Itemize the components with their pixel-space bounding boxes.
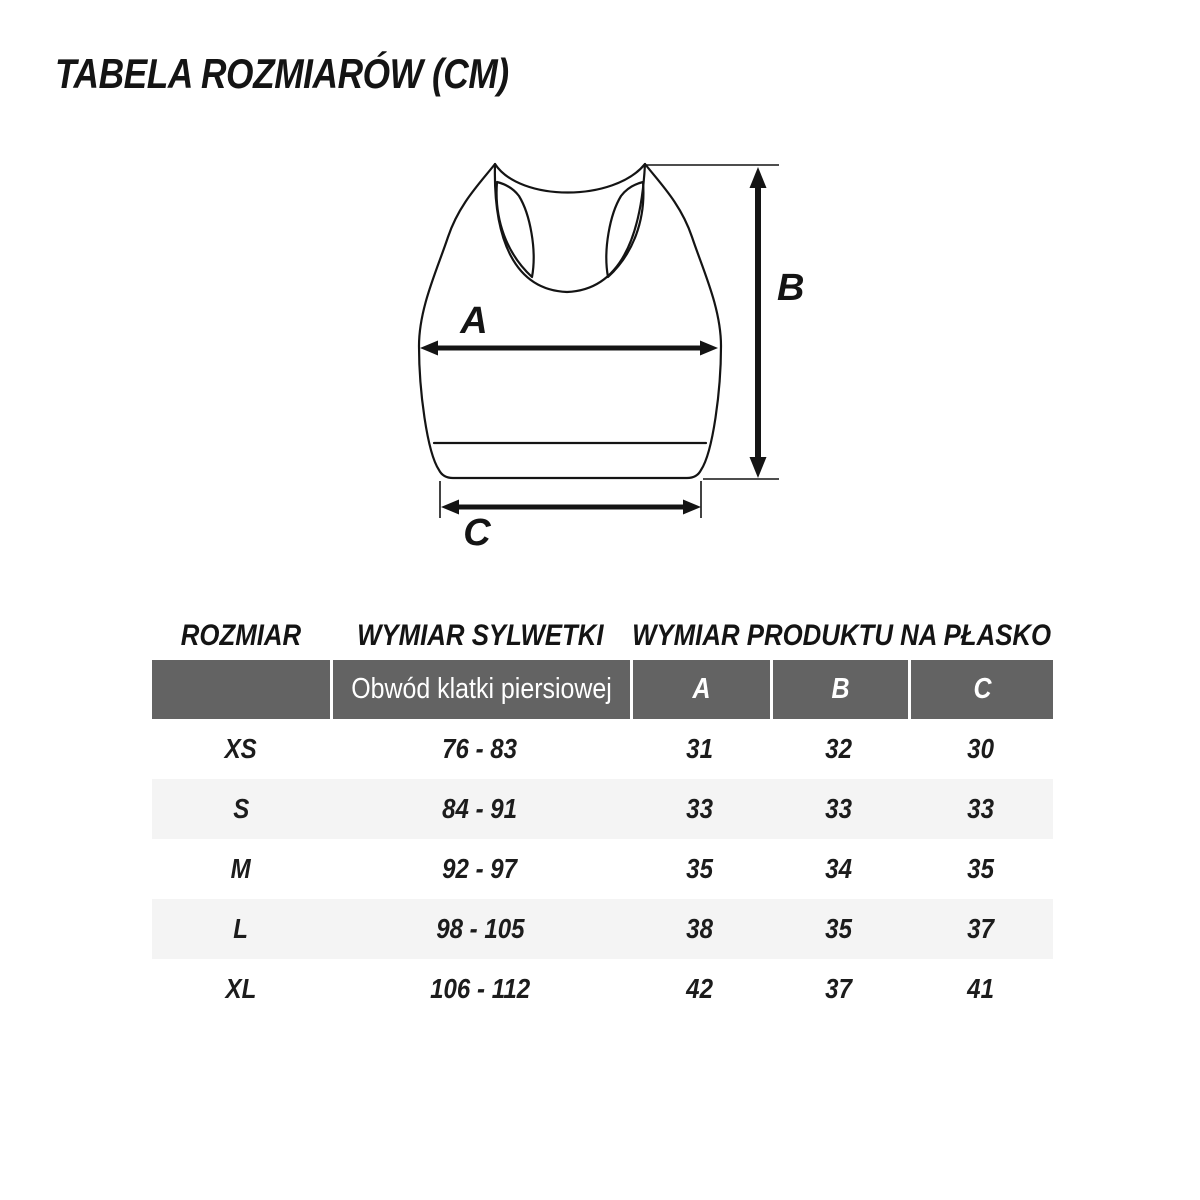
table-row	[152, 719, 1053, 779]
chest-range-cell: 106 - 112	[430, 973, 530, 1004]
chest-range-cell: 92 - 97	[442, 853, 518, 884]
table-row	[152, 839, 1053, 899]
page-title-text: TABELA ROZMIARÓW (CM)	[55, 50, 509, 97]
bra-measurement-diagram	[380, 140, 820, 560]
chest-range-cell: 98 - 105	[435, 913, 525, 944]
width-arrow-a	[420, 341, 718, 356]
group-header-row	[152, 612, 1053, 660]
value-b-cell: 35	[825, 913, 853, 944]
header-cell-b: B	[770, 660, 908, 719]
header-cell-chest: Obwód klatki piersiowej	[330, 660, 630, 719]
chest-range-cell: 84 - 91	[442, 793, 518, 824]
dim-label-c: C	[463, 512, 491, 554]
header-cell-a: A	[630, 660, 770, 719]
size-cell: L	[233, 913, 249, 944]
chest-range-cell: 76 - 83	[442, 733, 518, 764]
size-cell: XS	[224, 733, 258, 764]
value-b-cell: 37	[825, 973, 853, 1004]
size-table	[152, 612, 1053, 1019]
header-cell-empty	[152, 660, 330, 719]
group-header-product: WYMIAR PRODUKTU NA PŁASKO	[631, 619, 1052, 652]
value-c-cell: 41	[967, 973, 994, 1004]
dim-label-a: A	[460, 300, 488, 342]
page-title	[55, 50, 595, 98]
size-cell: M	[230, 853, 252, 884]
header-row	[152, 660, 1053, 719]
table-row	[152, 779, 1053, 839]
value-a-cell: 38	[686, 913, 714, 944]
value-b-cell: 34	[825, 853, 853, 884]
value-b-cell: 32	[825, 733, 853, 764]
right-armhole	[606, 182, 643, 277]
value-a-cell: 31	[686, 733, 714, 764]
value-a-cell: 35	[686, 853, 714, 884]
value-c-cell: 30	[967, 733, 994, 764]
value-a-cell: 33	[686, 793, 714, 824]
value-b-cell: 33	[825, 793, 853, 824]
table-row	[152, 899, 1053, 959]
height-arrow-b	[750, 167, 767, 478]
table-row	[152, 959, 1053, 1019]
group-header-size: ROZMIAR	[180, 619, 302, 652]
value-c-cell: 37	[967, 913, 994, 944]
value-a-cell: 42	[686, 973, 714, 1004]
value-c-cell: 33	[967, 793, 994, 824]
group-header-body: WYMIAR SYLWETKI	[356, 619, 604, 652]
dim-label-b: B	[777, 267, 805, 309]
size-cell: XL	[225, 973, 257, 1004]
size-cell: S	[232, 793, 250, 824]
header-cell-c: C	[908, 660, 1053, 719]
value-c-cell: 35	[967, 853, 994, 884]
